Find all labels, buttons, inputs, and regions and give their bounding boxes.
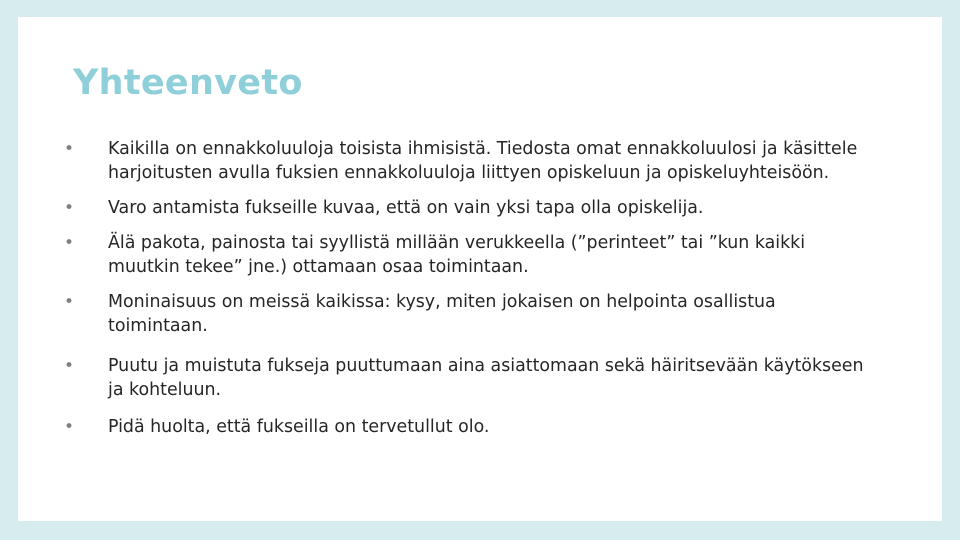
bullet-list [64,137,864,439]
bullet-item [64,290,864,338]
bullet-item [64,196,864,220]
bullet-text: Puutu ja muistuta fukseja puuttumaan aina asiattomaan sekä häiritsevään käytökseen ja kohteluun. [108,356,864,400]
bullet-icon: • [64,233,75,253]
slide [18,17,942,521]
bullet-icon: • [64,417,75,437]
bullet-icon: • [64,356,75,376]
bullet-item [64,137,864,185]
bullet-icon: • [64,292,75,312]
bullet-icon: • [64,198,75,218]
bullet-text: Varo antamista fukseille kuvaa, että on vain yksi tapa olla opiskelija. [108,198,704,218]
bullet-text: Moninaisuus on meissä kaikissa: kysy, miten jokaisen on helpointa osallistua toimintaan. [108,292,776,336]
bullet-item [64,354,864,402]
bullet-item [64,415,864,439]
bullet-item [64,231,864,279]
bullet-text: Älä pakota, painosta tai syyllistä millään verukkeella (”perinteet” tai ”kun kaikki muutkin tekee” jne.) ottamaan osaa toimintaan. [108,233,806,277]
bullet-icon: • [64,139,75,159]
bullet-text: Kaikilla on ennakkoluuloja toisista ihmisistä. Tiedosta omat ennakkoluulosi ja käsittele harjoitusten avulla fuksien ennakkoluuloja liittyen opiskeluun ja opiskeluyhteisöön. [108,139,858,183]
slide-title: Yhteenveto [73,63,303,103]
bullet-text: Pidä huolta, että fukseilla on tervetullut olo. [108,417,490,437]
